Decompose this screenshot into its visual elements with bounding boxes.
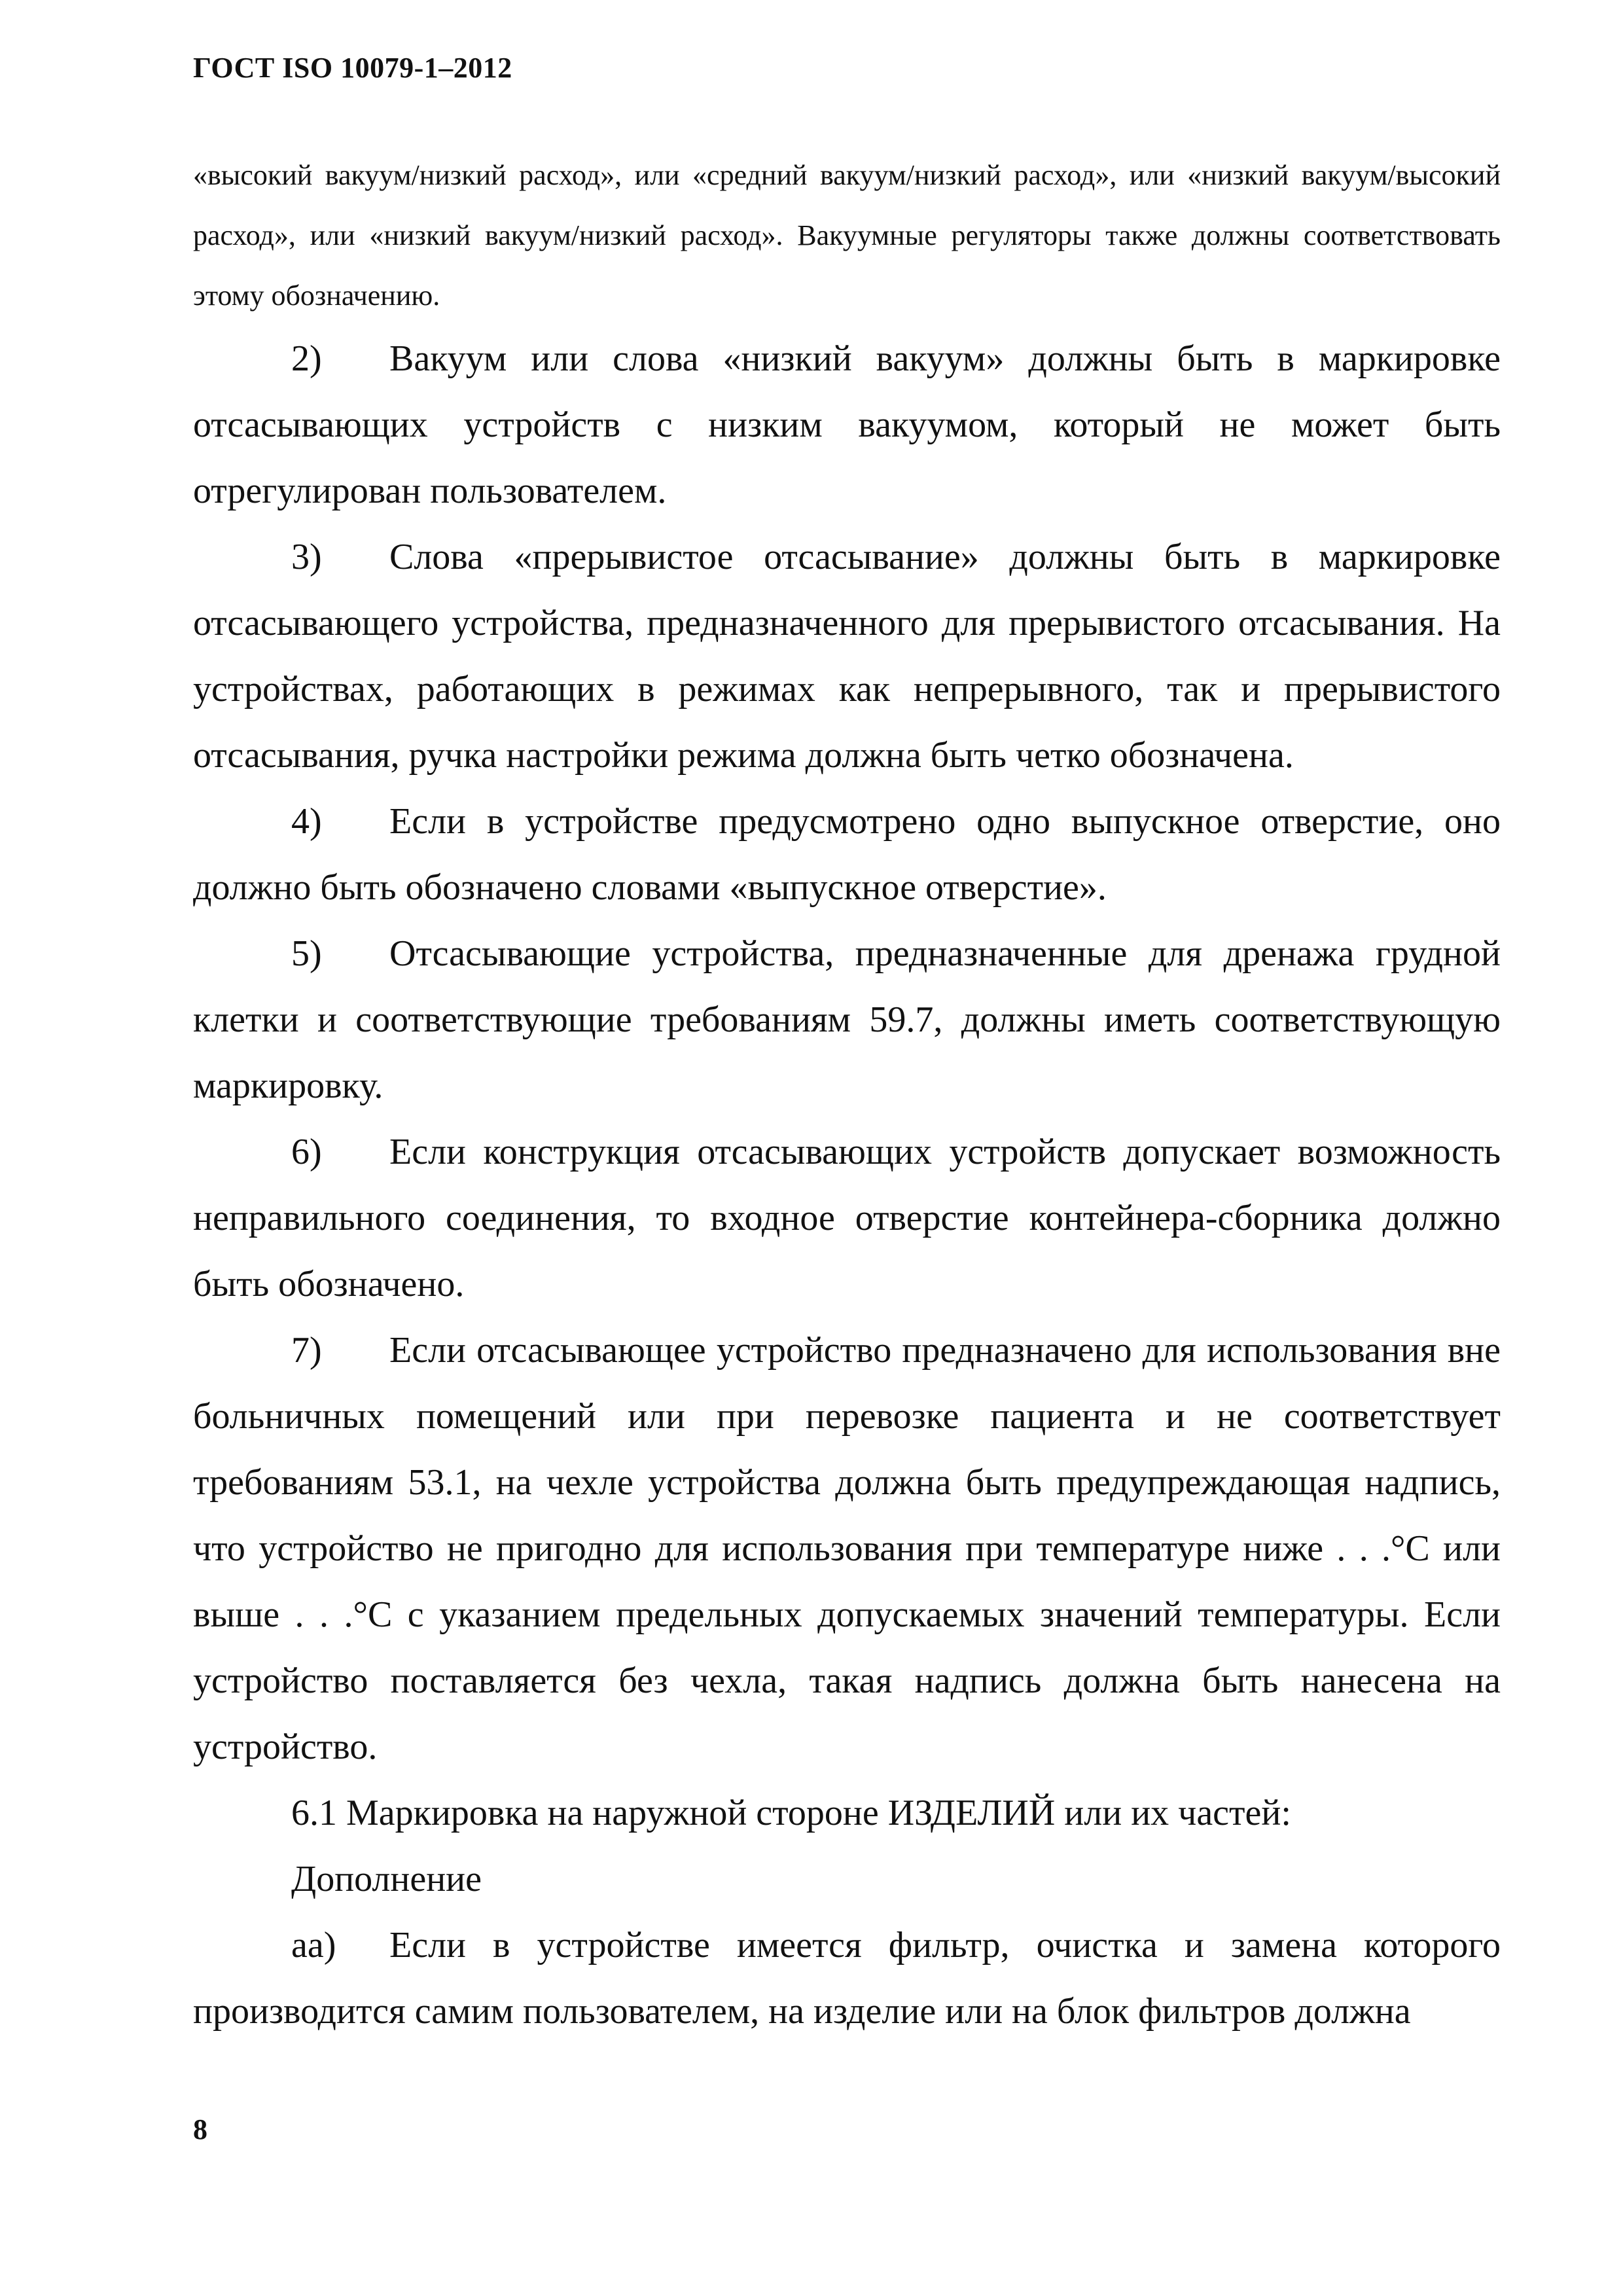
item-text: Вакуум или слова «низкий вакуум» должны быть в маркировке отсасывающих устройств с низким вакуумом, который не может быть отрегулирован пользователем. bbox=[193, 338, 1501, 511]
item-number: 5) bbox=[291, 933, 322, 974]
item-text: Слова «прерывистое отсасывание» должны быть в маркировке отсасывающего устройства, предназначенного для прерывистого отсасывания. На устройствах, работающих в режимах как непрерывного, так и прерывистого отсасывания, ручка настройки режима должна быть четко обозначена. bbox=[193, 537, 1501, 776]
item-text: Отсасывающие устройства, предназначенные для дренажа грудной клетки и соответствующие требованиям 59.7, должны иметь соответствующую маркировку. bbox=[193, 933, 1501, 1106]
document-header: ГОСТ ISO 10079-1–2012 bbox=[193, 52, 512, 84]
item-number: 7) bbox=[291, 1330, 322, 1371]
item-text: Если отсасывающее устройство предназначено для использования вне больничных помещений или при перевозке пациента и не соответствует требованиям 53.1, на чехле устройства должна быть предупреждающая надпись, что устройство не пригодно для использования при температуре ниже . . .°С или выше . . .°С с указанием предельных допускаемых значений температуры. Если устройство поставляется без чехла, такая надпись должна быть нанесена на устройство. bbox=[193, 1330, 1501, 1767]
item-number: 6) bbox=[291, 1132, 322, 1172]
intro-paragraph: «высокий вакуум/низкий расход», или «средний вакуум/низкий расход», или «низкий вакуум/высокий расход», или «низкий вакуум/низкий расход». Вакуумные регуляторы также должны соответствовать этому обозначению. bbox=[193, 159, 1501, 312]
addition-label: Дополнение bbox=[291, 1859, 482, 1899]
list-item bbox=[193, 326, 1501, 524]
item-number: аа) bbox=[291, 1925, 336, 1965]
section-heading: 6.1 Маркировка на наружной стороне ИЗДЕЛИЙ или их частей: bbox=[291, 1793, 1291, 1833]
item-number: 3) bbox=[291, 537, 322, 577]
list-item bbox=[193, 1318, 1501, 1780]
list-item bbox=[193, 789, 1501, 921]
list-item bbox=[193, 921, 1501, 1119]
list-item bbox=[193, 524, 1501, 789]
item-number: 4) bbox=[291, 801, 322, 842]
list-item-aa bbox=[193, 1912, 1501, 2045]
list-item bbox=[193, 1119, 1501, 1318]
item-text: Если конструкция отсасывающих устройств допускает возможность неправильного соединения, то входное отверстие контейнера-сборника должно быть обозначено. bbox=[193, 1132, 1501, 1304]
item-number: 2) bbox=[291, 338, 322, 379]
document-body bbox=[193, 326, 1501, 2045]
page-number: 8 bbox=[193, 2113, 207, 2145]
item-text: Если в устройстве имеется фильтр, очистка и замена которого производится самим пользователем, на изделие или на блок фильтров должна bbox=[193, 1925, 1501, 2032]
item-text: Если в устройстве предусмотрено одно выпускное отверстие, оно должно быть обозначено словами «выпускное отверстие». bbox=[193, 801, 1501, 908]
